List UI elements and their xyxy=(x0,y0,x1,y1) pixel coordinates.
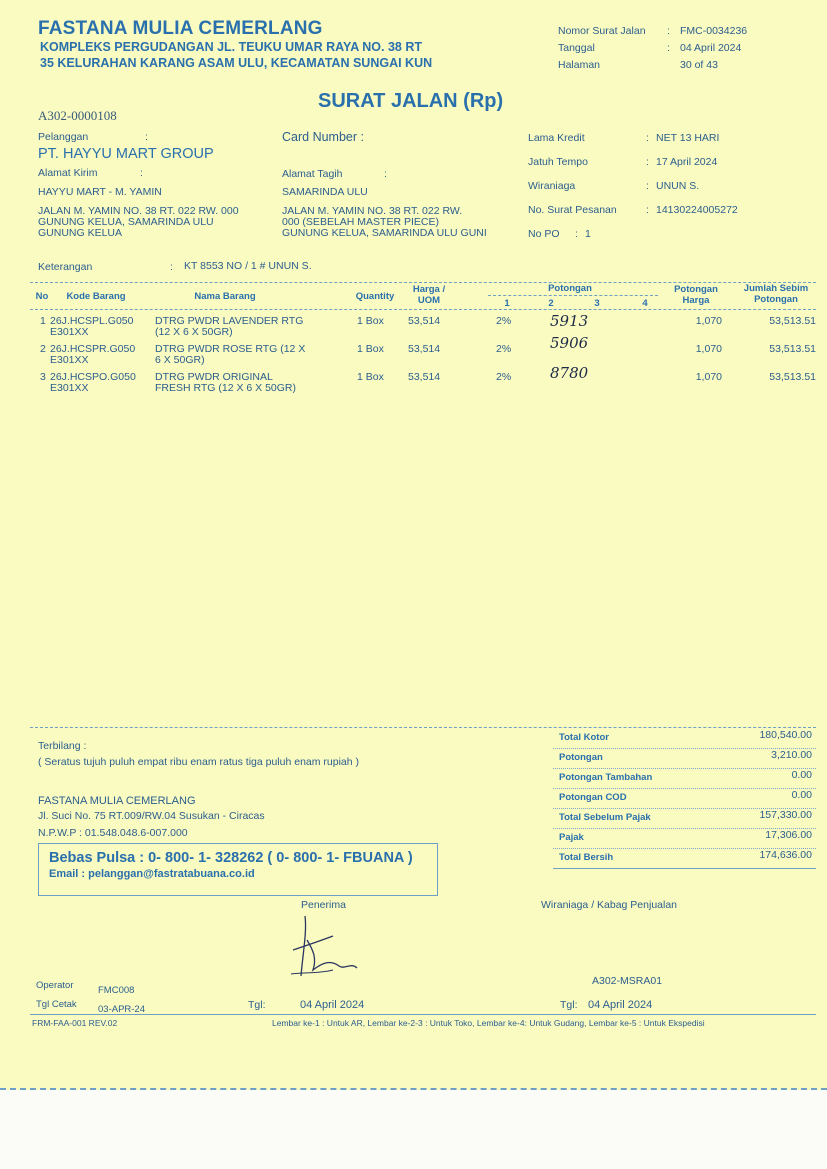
col-header-d3: 3 xyxy=(594,298,600,309)
table-top-rule xyxy=(30,282,816,283)
total-value: 17,306.00 xyxy=(765,829,812,841)
term-value-no-po: 1 xyxy=(585,228,591,240)
note-value: KT 8553 NO / 1 # UNUN S. xyxy=(184,260,312,272)
customer-label-sep: : xyxy=(145,131,148,143)
col-header-disc-price: Potongan Harga xyxy=(674,284,718,306)
term-value-wiraniaga: UNUN S. xyxy=(656,180,700,192)
col-header-subtotal: Jumlah Sebim Potongan xyxy=(743,283,809,305)
receiver-signature xyxy=(283,912,363,984)
term-label-no-po: No PO xyxy=(528,228,560,240)
col-header-price: Harga / UOM xyxy=(412,284,446,306)
total-label: Total Bersih xyxy=(559,852,614,863)
meta-label-halaman: Halaman xyxy=(558,59,601,71)
total-row-pajak xyxy=(553,828,816,849)
footer-npwp: N.P.W.P : 01.548.048.6-007.000 xyxy=(38,827,188,839)
col-header-d1: 1 xyxy=(504,298,510,309)
tgl2-label: Tgl: xyxy=(560,999,578,1011)
total-row-potongan-cod xyxy=(553,788,816,809)
sales-signature-label: Wiraniaga / Kabag Penjualan xyxy=(541,899,678,911)
total-row-bersih xyxy=(553,848,816,869)
meta-value-halaman: 30 of 43 xyxy=(680,59,718,71)
row-handwritten-note: 5906 xyxy=(550,334,589,352)
form-code: FRM-FAA-001 REV.02 xyxy=(32,1018,118,1028)
col-header-no: No xyxy=(35,291,49,302)
row-code: 26J.HCSPO.G050 E301XX xyxy=(50,371,136,394)
ship-label: Alamat Kirim xyxy=(38,167,98,179)
row-qty: 1 Box xyxy=(357,315,384,327)
row-handwritten-note: 5913 xyxy=(550,312,589,330)
col-header-d4: 4 xyxy=(642,298,648,309)
customer-label: Pelanggan xyxy=(38,131,89,143)
total-label: Potongan COD xyxy=(559,792,627,803)
term-sep-wiraniaga: : xyxy=(646,180,649,192)
terbilang-text: ( Seratus tujuh puluh empat ribu enam ratus tiga puluh enam rupiah ) xyxy=(38,756,360,768)
total-value: 0.00 xyxy=(791,769,812,781)
col-header-qty: Quantity xyxy=(355,291,395,302)
row-code: 26J.HCSPL.G050 E301XX xyxy=(50,315,134,338)
footer-company-address: Jl. Suci No. 75 RT.009/RW.04 Susukan - Ciracas xyxy=(38,810,265,822)
print-date-value: 03-APR-24 xyxy=(98,1004,145,1015)
meta-label-nomor: Nomor Surat Jalan xyxy=(558,25,646,37)
term-value-surat-pesanan: 14130224005272 xyxy=(656,204,738,216)
table-header-rule xyxy=(30,309,816,310)
term-sep-surat-pesanan: : xyxy=(646,204,649,216)
meta-value-nomor: FMC-0034236 xyxy=(680,25,748,37)
row-qty: 1 Box xyxy=(357,343,384,355)
bill-label-sep: : xyxy=(384,168,387,180)
total-value: 3,210.00 xyxy=(771,749,812,761)
term-label-lama-kredit: Lama Kredit xyxy=(528,132,585,144)
operator-value: FMC008 xyxy=(98,985,135,996)
term-label-jatuh-tempo: Jatuh Tempo xyxy=(528,156,588,168)
col-header-d2: 2 xyxy=(548,298,554,309)
footer-company-name: FASTANA MULIA CEMERLANG xyxy=(38,795,196,807)
row-code: 26J.HCSPR.G050 E301XX xyxy=(50,343,136,366)
total-label: Total Kotor xyxy=(559,732,609,743)
sales-code: A302-MSRA01 xyxy=(592,975,663,987)
col-header-discount: Potongan xyxy=(548,283,592,294)
operator-label: Operator xyxy=(36,980,74,991)
row-price: 53,514 xyxy=(408,343,441,355)
meta-label-tanggal: Tanggal xyxy=(558,42,595,54)
receiver-label: Penerima xyxy=(301,899,346,911)
ship-name: HAYYU MART - M. YAMIN xyxy=(38,186,162,198)
copy-distribution: Lembar ke-1 : Untuk AR, Lembar ke-2-3 : Untuk Toko, Lembar ke-4: Untuk Gudang, Lembar ke-5 : Untuk Ekspedisi xyxy=(272,1018,705,1028)
row-name: DTRG PWDR ROSE RTG (12 X 6 X 50GR) xyxy=(155,343,306,366)
print-date-label: Tgl Cetak xyxy=(36,999,77,1010)
toll-free-number: Bebas Pulsa : 0- 800- 1- 328262 ( 0- 800- 1- FBUANA ) xyxy=(49,850,413,866)
note-label: Keterangan xyxy=(38,261,93,273)
term-value-jatuh-tempo: 17 April 2024 xyxy=(656,156,718,168)
row-handwritten-note: 8780 xyxy=(550,364,589,382)
ship-address: JALAN M. YAMIN NO. 38 RT. 022 RW. 000 GUNUNG KELUA, SAMARINDA ULU GUNUNG KELUA xyxy=(38,205,239,239)
row-qty: 1 Box xyxy=(357,371,384,383)
row-no: 3 xyxy=(40,371,46,383)
row-name: DTRG PWDR ORIGINAL FRESH RTG (12 X 6 X 50GR) xyxy=(155,371,297,394)
bill-name: SAMARINDA ULU xyxy=(282,186,368,198)
total-label: Total Sebelum Pajak xyxy=(559,812,651,823)
discount-subrule xyxy=(488,295,658,296)
note-sep: : xyxy=(170,261,173,273)
row-subtotal: 53,513.51 xyxy=(769,371,816,383)
row-disc-price: 1,070 xyxy=(695,343,722,355)
col-header-code: Kode Barang xyxy=(66,291,126,302)
bill-address: JALAN M. YAMIN NO. 38 RT. 022 RW. 000 (SEBELAH MASTER PIECE) GUNUNG KELUA, SAMARINDA ULU GUNI xyxy=(282,205,487,239)
meta-sep-nomor: : xyxy=(667,25,670,37)
total-row-kotor xyxy=(553,728,816,749)
tgl2-value: 04 April 2024 xyxy=(588,999,653,1011)
company-address-line2: 35 KELURAHAN KARANG ASAM ULU, KECAMATAN SUNGAI KUN xyxy=(40,56,433,70)
card-number-label: Card Number : xyxy=(282,130,364,144)
row-subtotal: 53,513.51 xyxy=(769,343,816,355)
row-no: 1 xyxy=(40,315,46,327)
row-no: 2 xyxy=(40,343,46,355)
row-price: 53,514 xyxy=(408,371,441,383)
document-title: SURAT JALAN (Rp) xyxy=(318,90,504,112)
meta-value-tanggal: 04 April 2024 xyxy=(680,42,742,54)
total-value: 174,636.00 xyxy=(759,849,812,861)
term-label-surat-pesanan: No. Surat Pesanan xyxy=(528,204,617,216)
footer-rule xyxy=(30,1014,816,1015)
tear-line xyxy=(0,1088,827,1090)
total-row-sebelum-pajak xyxy=(553,808,816,829)
tgl-value: 04 April 2024 xyxy=(300,999,365,1011)
term-label-wiraniaga: Wiraniaga xyxy=(528,180,576,192)
term-value-lama-kredit: NET 13 HARI xyxy=(656,132,720,144)
total-label: Potongan Tambahan xyxy=(559,772,653,783)
row-name: DTRG PWDR LAVENDER RTG (12 X 6 X 50GR) xyxy=(155,315,304,338)
customer-name: PT. HAYYU MART GROUP xyxy=(38,146,214,162)
tgl-label: Tgl: xyxy=(248,999,266,1011)
bill-label: Alamat Tagih xyxy=(282,168,343,180)
row-price: 53,514 xyxy=(408,315,441,327)
totals-box xyxy=(553,728,816,864)
total-row-potongan xyxy=(553,748,816,769)
total-value: 180,540.00 xyxy=(759,729,812,741)
term-sep-lama-kredit: : xyxy=(646,132,649,144)
terbilang-label: Terbilang : xyxy=(38,740,87,752)
row-subtotal: 53,513.51 xyxy=(769,315,816,327)
company-address-line1: KOMPLEKS PERGUDANGAN JL. TEUKU UMAR RAYA NO. 38 RT xyxy=(40,40,422,54)
row-discount-1: 2% xyxy=(496,343,512,355)
total-row-potongan-tambahan xyxy=(553,768,816,789)
contact-email: Email : pelanggan@fastratabuana.co.id xyxy=(49,868,255,880)
term-sep-no-po: : xyxy=(575,228,578,240)
term-sep-jatuh-tempo: : xyxy=(646,156,649,168)
row-discount-1: 2% xyxy=(496,315,512,327)
company-name: FASTANA MULIA CEMERLANG xyxy=(38,18,323,39)
total-value: 157,330.00 xyxy=(759,809,812,821)
total-label: Potongan xyxy=(559,752,603,763)
row-disc-price: 1,070 xyxy=(695,371,722,383)
ship-label-sep: : xyxy=(140,167,143,179)
document-reference: A302-0000108 xyxy=(38,108,117,123)
contact-box xyxy=(38,843,438,896)
total-label: Pajak xyxy=(559,832,584,843)
col-header-name: Nama Barang xyxy=(194,291,256,302)
row-disc-price: 1,070 xyxy=(695,315,722,327)
meta-sep-tanggal: : xyxy=(667,42,670,54)
row-discount-1: 2% xyxy=(496,371,512,383)
total-value: 0.00 xyxy=(791,789,812,801)
